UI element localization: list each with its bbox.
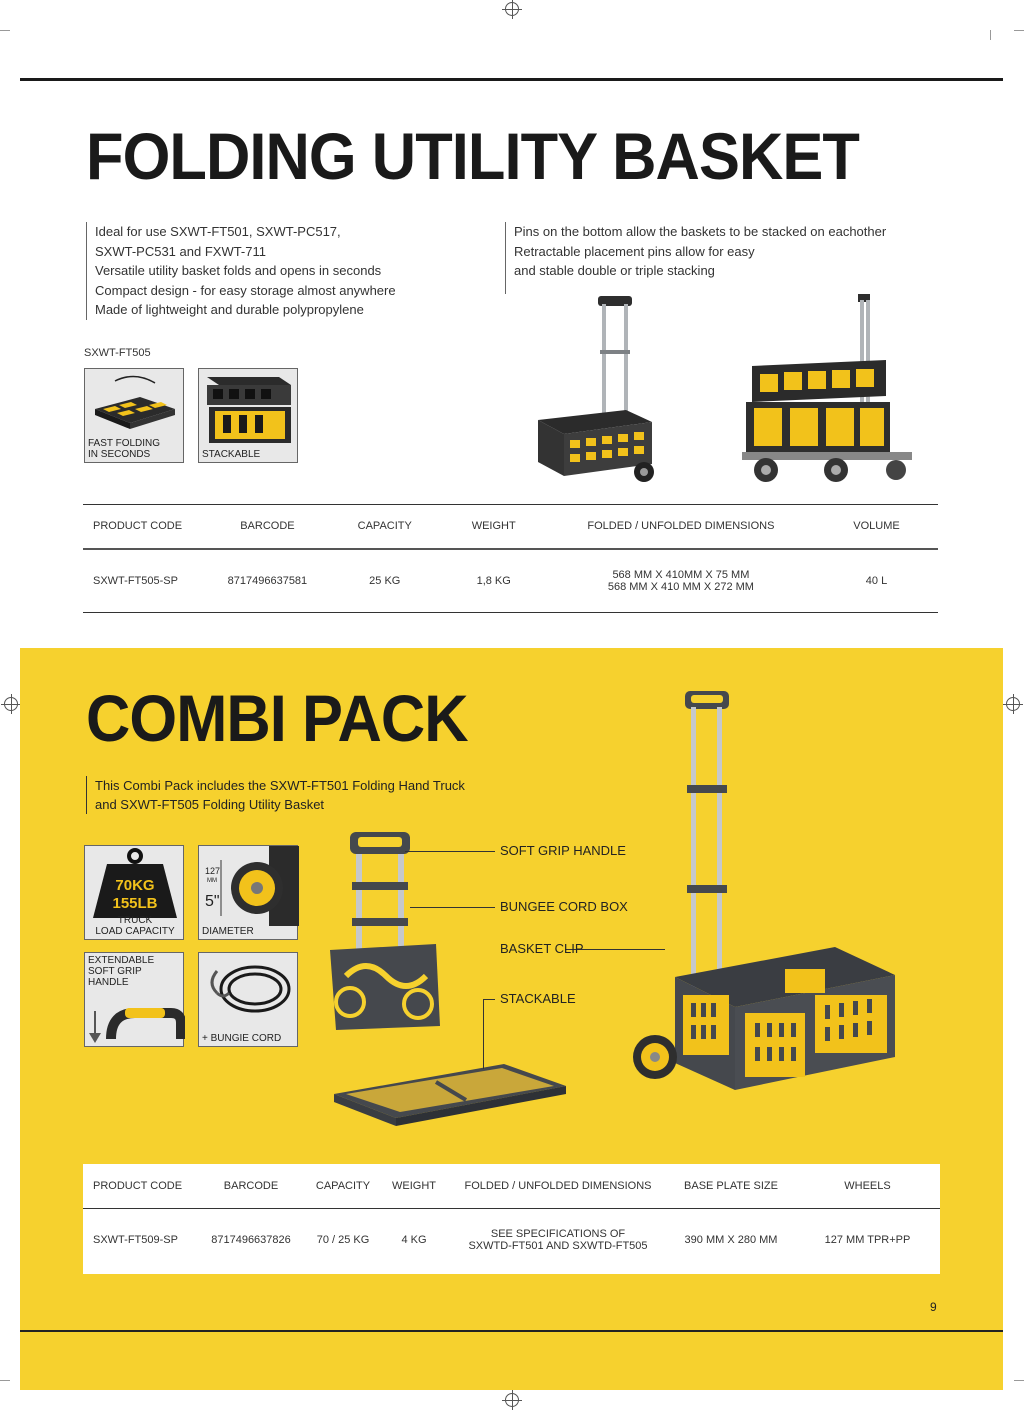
callout-line — [483, 999, 495, 1000]
top-rule — [20, 78, 1003, 81]
page-number: 9 — [930, 1300, 937, 1314]
column-header: WEIGHT — [392, 1179, 436, 1192]
feature-item: Versatile utility basket folds and opens in seconds — [95, 263, 382, 278]
stackable-icon-box — [198, 368, 298, 463]
section-title-basket: FOLDING UTILITY BASKET — [86, 119, 859, 193]
intro-line: This Combi Pack includes the SXWT-FT501 Folding Hand Truck — [95, 778, 465, 793]
bungee-cord-icon — [199, 953, 299, 1029]
feature-list-right — [505, 222, 886, 294]
callout-line — [405, 851, 495, 852]
icon-caption: TRUCK LOAD CAPACITY — [95, 915, 175, 937]
crop-mark — [0, 1380, 10, 1381]
callout-line — [483, 999, 484, 1069]
column-header: WEIGHT — [471, 520, 516, 533]
wheel-diameter-icon-box — [198, 845, 298, 940]
bottom-rule — [20, 1330, 1003, 1332]
column-header: BARCODE — [223, 1179, 279, 1192]
weight-icon — [85, 846, 185, 920]
combi-pack-assembled-image — [625, 685, 925, 1110]
feature-list-left — [86, 222, 396, 320]
icon-caption: STACKABLE — [202, 449, 261, 460]
column-header: WHEELS — [844, 1179, 891, 1192]
stacked-baskets-icon — [199, 369, 299, 449]
table-row: SXWT-FT509-SP 8717496637826 70 / 25 KG 4 KG SEE SPECIFICATIONS OF SXWTD-FT501 AND SXWTD-FT505 390 MM X 280 MM 127 MM TPR+PP — [83, 1208, 940, 1272]
wheel-icon — [199, 846, 299, 926]
column-header: FOLDED / UNFOLDED DIMENSIONS — [587, 520, 775, 533]
handle-icon — [85, 989, 185, 1047]
callout-soft-grip: SOFT GRIP HANDLE — [500, 843, 626, 858]
feature-item: SXWT-PC531 and FXWT-711 — [95, 243, 266, 259]
column-header: PRODUCT CODE — [93, 1179, 183, 1192]
handle-icon-box — [84, 952, 184, 1047]
diameter-mm-text: 127 — [205, 866, 221, 876]
fast-folding-icon-box — [84, 368, 184, 463]
combi-intro — [86, 776, 465, 814]
registration-mark-left — [4, 697, 18, 711]
icon-caption: EXTENDABLE SOFT GRIP HANDLE — [88, 955, 155, 988]
callout-basket-clip: BASKET CLIP — [500, 941, 584, 956]
column-header: CAPACITY — [315, 1179, 371, 1192]
registration-mark-top — [505, 2, 519, 16]
feature-item: Compact design - for easy storage almost anywhere — [95, 282, 396, 298]
intro-line: and SXWT-FT505 Folding Utility Basket — [95, 797, 325, 812]
platform-base-image — [326, 1060, 576, 1130]
diameter-in-text: 5" — [205, 893, 220, 910]
crop-mark — [0, 30, 10, 31]
registration-mark-bottom — [505, 1393, 519, 1407]
icon-caption: + BUNGIE CORD — [202, 1033, 282, 1044]
column-header: VOLUME — [853, 520, 900, 533]
crop-mark — [990, 30, 991, 40]
crop-mark — [1014, 30, 1024, 31]
callout-stackable: STACKABLE — [500, 991, 576, 1006]
dimensions-cell: SEE SPECIFICATIONS OF SXWTD-FT501 AND SXWTD-FT505 — [468, 1228, 648, 1253]
column-header: PRODUCT CODE — [93, 520, 183, 533]
spec-table-combi — [83, 1164, 940, 1272]
feature-item: Ideal for use SXWT-FT501, SXWT-PC517, — [95, 224, 341, 239]
load-lb-text: 155LB — [112, 895, 158, 912]
feature-item: Made of lightweight and durable polypropylene — [95, 302, 364, 317]
folded-hand-truck-image — [326, 826, 446, 1036]
section-title-combi: COMBI PACK — [86, 681, 468, 755]
column-header: BARCODE — [240, 520, 295, 533]
feature-item: Pins on the bottom allow the baskets to be stacked on eachother — [514, 224, 887, 239]
table-row: SXWT-FT505-SP 8717496637581 25 KG 1,8 KG 568 MM X 410MM X 75 MM 568 MM X 410 MM X 272 MM 40 L — [83, 549, 938, 613]
feature-item: Retractable placement pins allow for easy — [514, 243, 755, 259]
spec-table-basket — [83, 504, 938, 613]
stacked-baskets-truck-image — [736, 290, 926, 490]
column-header: FOLDED / UNFOLDED DIMENSIONS — [464, 1179, 652, 1192]
bungee-cord-icon-box — [198, 952, 298, 1047]
registration-mark-right — [1006, 697, 1020, 711]
column-header: BASE PLATE SIZE — [684, 1179, 778, 1192]
callout-bungee-box: BUNGEE CORD BOX — [500, 899, 628, 914]
column-header: CAPACITY — [357, 520, 412, 533]
icon-caption: DIAMETER — [202, 926, 254, 937]
model-label: SXWT-FT505 — [84, 347, 151, 359]
load-capacity-icon-box — [84, 845, 184, 940]
basket-hand-truck-image — [530, 290, 670, 490]
load-kg-text: 70KG — [115, 877, 155, 894]
diameter-mm-unit: MM — [207, 878, 217, 884]
folding-basket-icon — [85, 369, 185, 439]
dimensions-cell: 568 MM X 410MM X 75 MM 568 MM X 410 MM X 272 MM — [607, 568, 754, 593]
crop-mark — [1014, 1380, 1024, 1381]
feature-item: and stable double or triple stacking — [514, 263, 715, 278]
icon-caption: FAST FOLDING IN SECONDS — [88, 438, 161, 460]
callout-line — [410, 907, 495, 908]
